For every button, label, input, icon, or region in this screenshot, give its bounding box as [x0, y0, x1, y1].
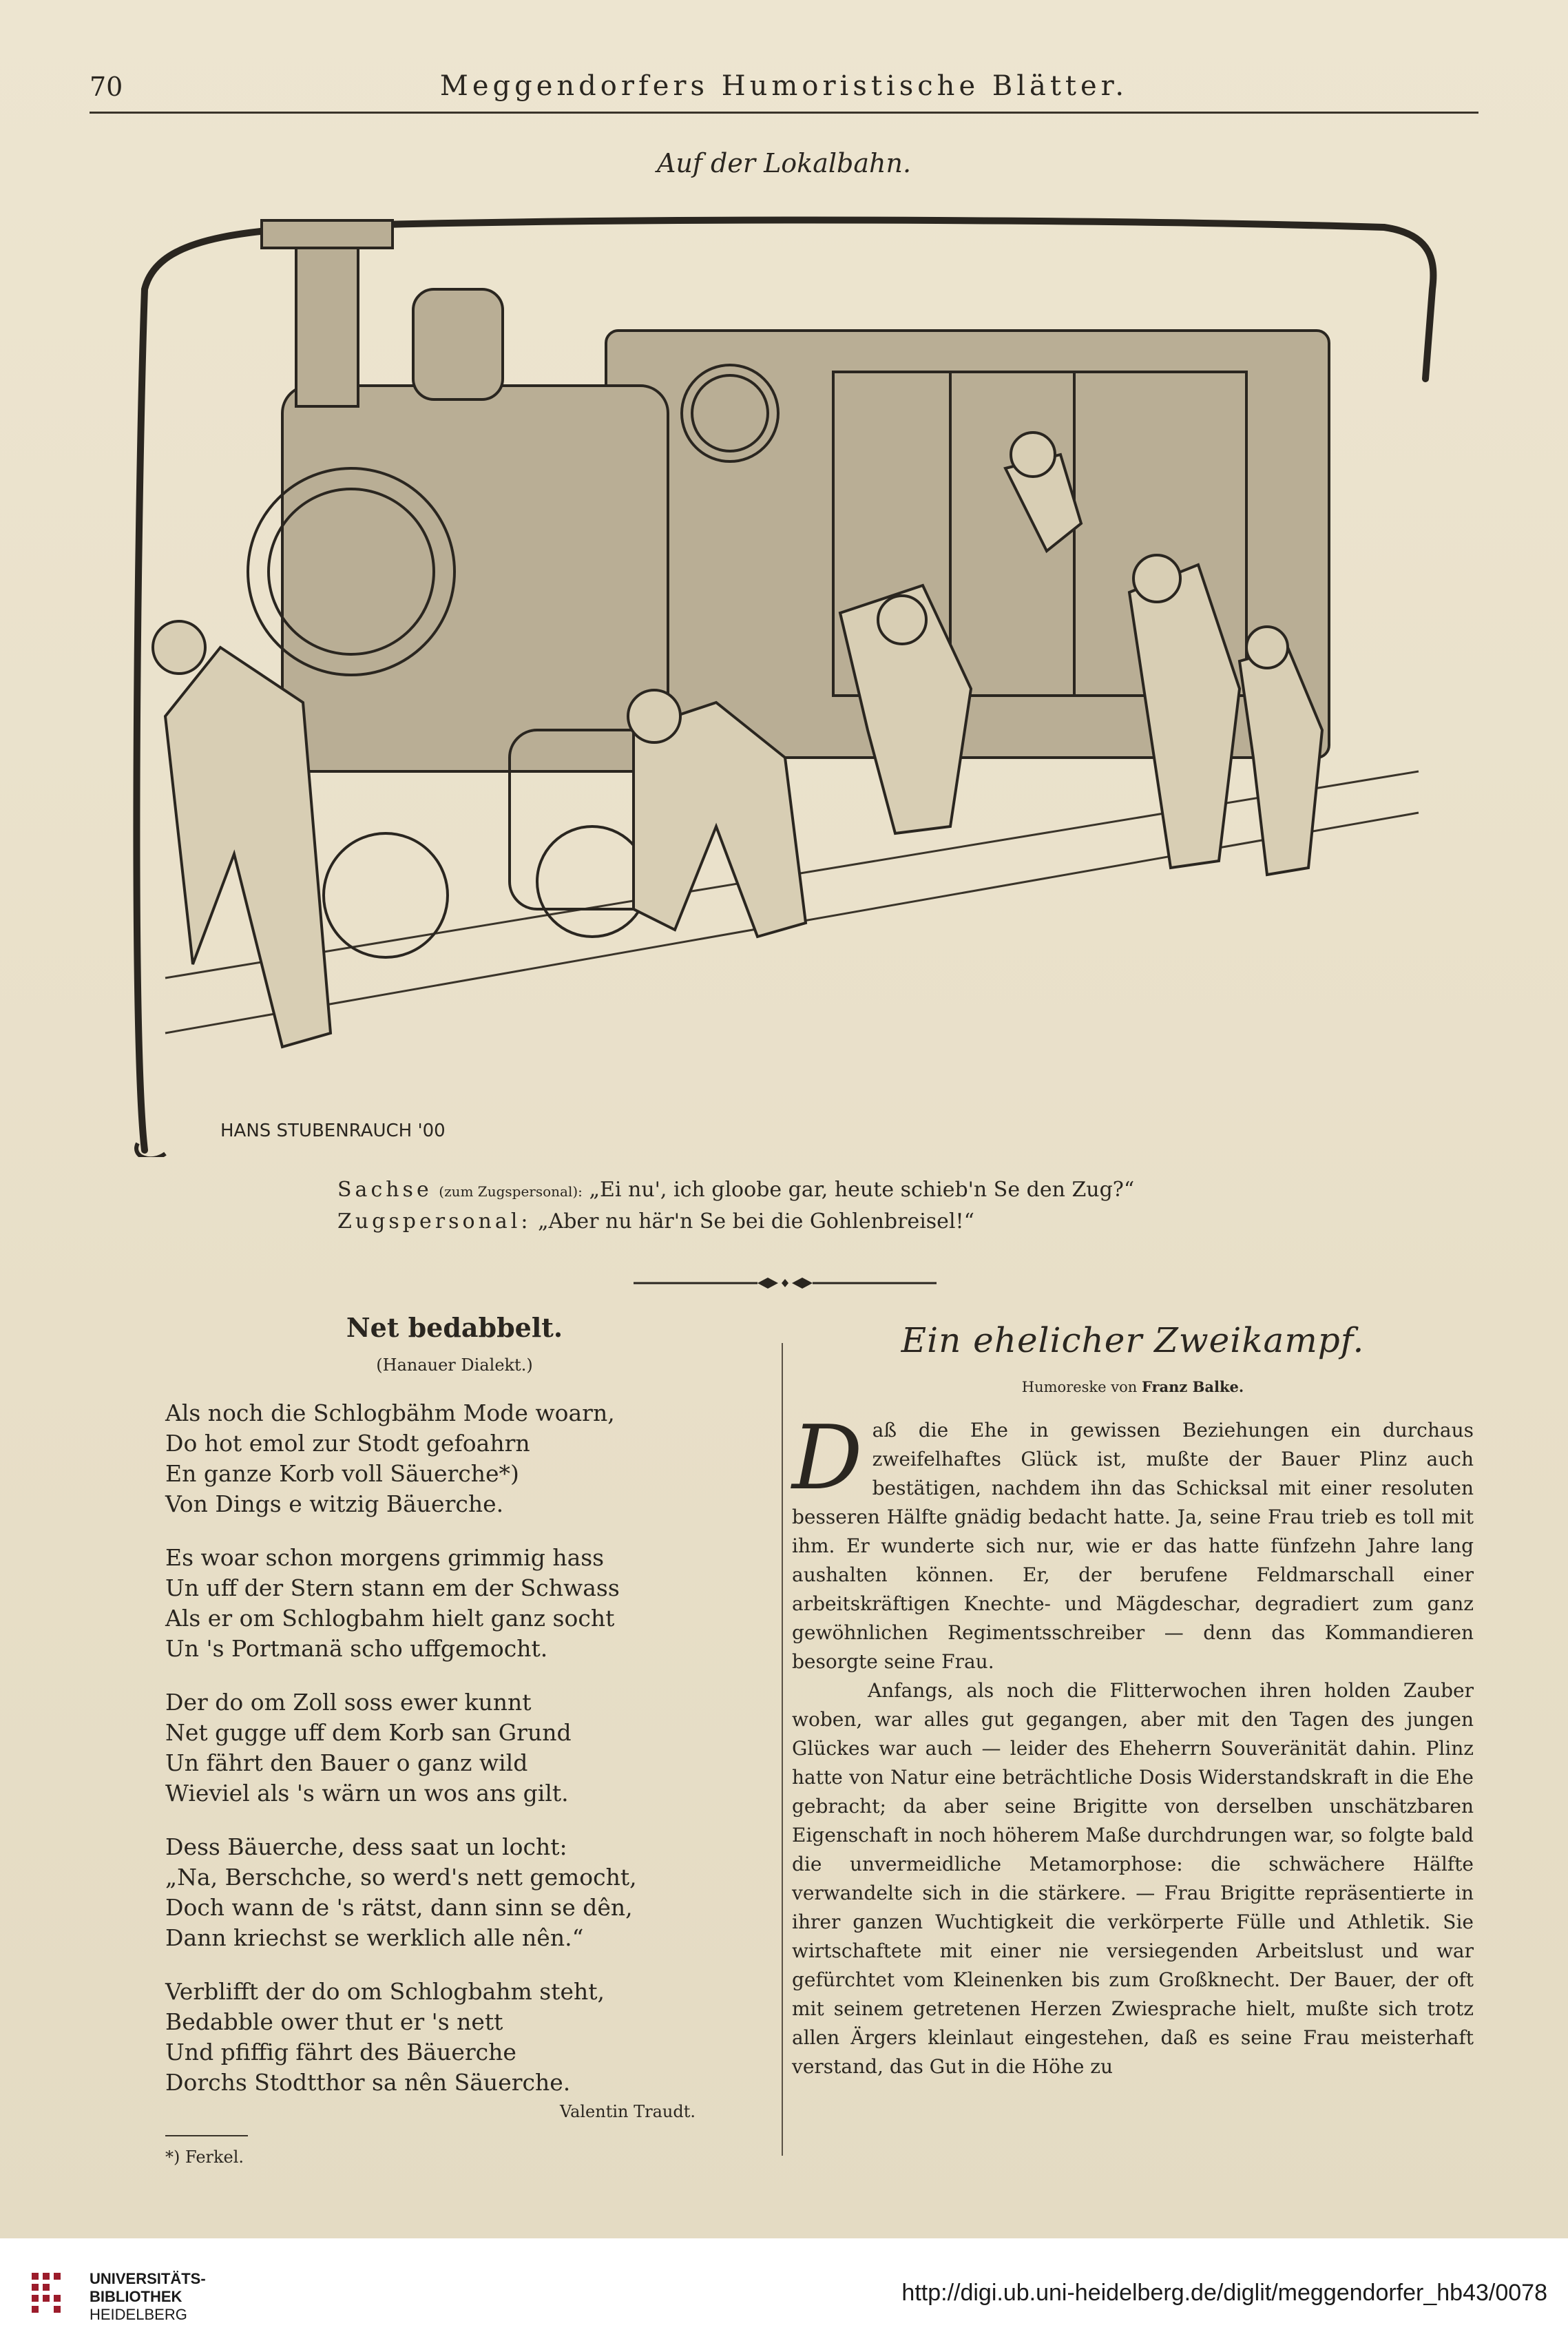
- story-column: [792, 1312, 1474, 2081]
- cartoon-caption: [337, 1175, 1134, 1237]
- story-byline: [792, 1378, 1474, 1395]
- library-name-line-2: BIBLIOTHEK: [90, 2288, 182, 2305]
- library-name-line-1: UNIVERSITÄTS-: [90, 2270, 206, 2287]
- poem-stanza: [165, 1977, 771, 2098]
- library-footer: [0, 2238, 1568, 2352]
- poem-line: Dess Bäuerche, dess saat un locht:: [165, 1833, 567, 1860]
- poem-stanza: [165, 1687, 771, 1809]
- story-author: Franz Balke.: [1141, 1378, 1244, 1395]
- footnote-rule: [165, 2135, 248, 2136]
- caption-line-1: [337, 1175, 1134, 1207]
- caption-speaker-2: Zugspersonal:: [337, 1209, 532, 1234]
- poem-line: En ganze Korb voll Säuerche*): [165, 1460, 519, 1487]
- running-head: [90, 66, 1478, 114]
- caption-line-2: [337, 1207, 1134, 1237]
- poem-stanza: [165, 1398, 771, 1519]
- poem-line: Bedabble ower thut er 's nett: [165, 2008, 503, 2035]
- poem-line: Un 's Portmanä scho uffgemocht.: [165, 1635, 548, 1662]
- source-url-link[interactable]: http://digi.ub.uni-heidelberg.de/diglit/meggendorfer_hb43/0078: [901, 2280, 1547, 2306]
- poem-line: Verblifft der do om Schlogbahm steht,: [165, 1978, 605, 2005]
- poem-column: [165, 1312, 771, 2167]
- poem-line: Un fährt den Bauer o ganz wild: [165, 1749, 528, 1776]
- drop-cap: D: [792, 1407, 863, 1510]
- poem-line: Dorchs Stodtthor sa nên Säuerche.: [165, 2069, 571, 2096]
- column-divider: [782, 1343, 783, 2156]
- train-illustration: [124, 207, 1446, 1157]
- poem-footnote: *) Ferkel.: [165, 2147, 244, 2167]
- poem-title: Net bedabbelt.: [346, 1312, 563, 1343]
- caption-note-1: (zum Zugspersonal):: [439, 1183, 583, 1200]
- poem-stanza: [165, 1543, 771, 1664]
- page-number: 70: [90, 72, 123, 102]
- library-name: [90, 2270, 206, 2324]
- poem-line: Dann kriechst se werklich alle nên.“: [165, 1924, 584, 1951]
- poem-line: Do hot emol zur Stodt gefoahrn: [165, 1430, 530, 1457]
- poem-line: Als noch die Schlogbähm Mode woarn,: [165, 1399, 615, 1426]
- section-divider-ornament: [620, 1269, 950, 1297]
- story-paragraph-2: Anfangs, als noch die Flitterwochen ihren holden Zauber woben, war alles gut gegangen, aber mit den Tagen des jungen Glückes war auch — leider des Eheherrn Souveränität dahin. Plinz hatte von Natur eine beträchtliche Dosis Widerstandskraft in die Ehe gebracht; da aber seine Brigitte von derselben unschätzbaren Eigenschaft in noch höherem Maße durchdrungen war, so folgte bald die unvermeidliche Metamorphose: die schwächere Hälfte verwandelte sich in die stärkere. — Frau Brigitte repräsentierte in ihrer ganzen Wuchtigkeit die verkörperte Fülle und Athletik. Sie wirtschaftete mit einer nie versiegenden Arbeitslust und war gefürchtet vom Kleinenken bis zum Großknecht. Der Bauer, der oft mit seinem getretenen Herzen Zwiesprache hielt, mußte sich trotz allen Ärgers kleinlaut eingestehen, daß es seine Frau meisterhaft verstand, das Gut in die Höhe zu: [792, 1679, 1474, 2078]
- poem-line: Und pfiffig fährt des Bäuerche: [165, 2039, 516, 2065]
- byline-prefix: Humoreske von: [1021, 1379, 1138, 1395]
- poem-line: Als er om Schlogbahm hielt ganz socht: [165, 1605, 615, 1632]
- poem-line: Net gugge uff dem Korb san Grund: [165, 1719, 572, 1746]
- library-logo-icon: [29, 2269, 77, 2324]
- story-title: Ein ehelicher Zweikampf.: [901, 1320, 1365, 1360]
- story-paragraph-1-text: aß die Ehe in gewissen Beziehungen ein durchaus zweifelhaftes Glück ist, mußte der Bauer Plinz auch bestätigen, nachdem ihn das Schicksal mit einer resoluten besseren Hälfte gnädig bedacht hatte. Ja, seine Frau trieb es toll mit ihm. Er wunderte sich nur, wie er das hatte fünfzehn Jahre lang aushalten können. Er, der berufene Feldmarschall einer arbeitskräftigen Knechte- und Mägdeschar, degradiert zum ganz gewöhnlichen Regimentsschreiber — denn das Kommandieren besorgte seine Frau.: [792, 1419, 1474, 1673]
- poem-line: Wieviel als 's wärn un wos ans gilt.: [165, 1780, 569, 1807]
- caption-text-2: „Aber nu här'n Se bei die Gohlenbreisel!“: [537, 1209, 974, 1234]
- poem-line: Doch wann de 's rätst, dann sinn se dên,: [165, 1894, 633, 1921]
- caption-speaker-1: Sachse: [337, 1178, 432, 1202]
- story-body: [792, 1407, 1474, 2081]
- library-city: HEIDELBERG: [90, 2306, 187, 2323]
- poem-line: Un uff der Stern stann em der Schwass: [165, 1574, 620, 1601]
- poem-line: Es woar schon morgens grimmig hass: [165, 1544, 605, 1571]
- artist-signature: HANS STUBENRAUCH '00: [220, 1121, 446, 1141]
- poem-line: Der do om Zoll soss ewer kunnt: [165, 1689, 532, 1716]
- caption-text-1: „Ei nu', ich gloobe gar, heute schieb'n Se den Zug?“: [589, 1178, 1135, 1202]
- poem-line: Von Dings e witzig Bäuerche.: [165, 1490, 504, 1517]
- poem-author: Valentin Traudt.: [559, 2102, 696, 2121]
- story-paragraph-1: [792, 1407, 1474, 1676]
- journal-title: Meggendorfers Humoristische Blätter.: [439, 70, 1129, 102]
- poem-stanza: [165, 1832, 771, 1953]
- header-rule: [90, 112, 1478, 114]
- cartoon-title: Auf der Lokalbahn.: [656, 148, 912, 178]
- poem-subtitle: (Hanauer Dialekt.): [376, 1355, 533, 1375]
- poem-line: „Na, Berschche, so werd's nett gemocht,: [165, 1864, 637, 1891]
